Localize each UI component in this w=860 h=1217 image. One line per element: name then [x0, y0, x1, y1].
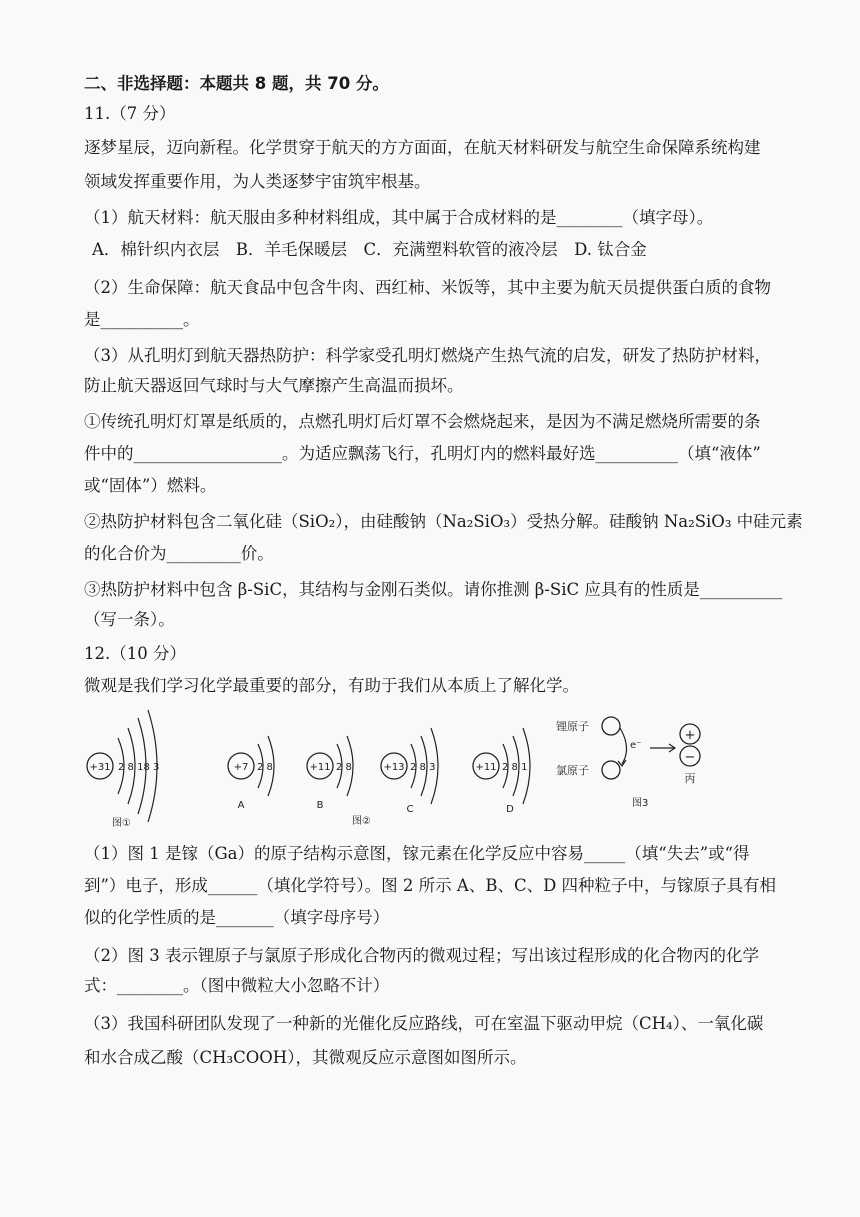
figure-1-gallium [87, 710, 159, 829]
text-line: A．棉针织内衣层 B．羊毛保暖层 C．充满塑料软管的液冷层 D. 钛合金 [92, 240, 647, 259]
text-line: 或“固体”）燃料。 [84, 476, 217, 495]
text-line: 二、非选择题：本题共 8 题，共 70 分。 [84, 74, 389, 93]
text-line: 11.（7 分） [84, 104, 176, 123]
atom-structure-figures [84, 700, 804, 830]
text-line: 件中的__________________。为适应飘荡飞行，孔明灯内的燃料最好选__________（填“液体” [84, 444, 761, 463]
text-line: ②热防护材料包含二氧化硅（SiO₂），由硅酸钠（Na₂SiO₃）受热分解。硅酸钠 Na₂SiO₃ 中硅元素 [84, 512, 803, 531]
particle-c-shells: 2 8 3 [410, 762, 436, 773]
text-line: ①传统孔明灯灯罩是纸质的，点燃孔明灯后灯罩不会燃烧起来，是因为不满足燃烧所需要的条 [84, 412, 761, 431]
figure-3-ionic-bond [556, 717, 700, 809]
chlorine-atom-label: 氯原子 [556, 764, 589, 777]
anion-sign: − [684, 750, 696, 765]
text-line: 是__________。 [84, 310, 200, 329]
particle-a-shells: 2 8 [257, 762, 273, 773]
particle-d-nucleus: +11 [475, 762, 497, 773]
particle-b-letter: B [316, 800, 324, 811]
text-line: （1）图 1 是镓（Ga）的原子结构示意图，镓元素在化学反应中容易_____（填“失去”或“得 [84, 844, 750, 863]
text-line: 似的化学性质的是_______（填字母序号） [84, 908, 390, 927]
particle-b-nucleus: +11 [309, 762, 331, 773]
ga-shells: 2 8 18 3 [118, 762, 160, 773]
text-line: 防止航天器返回气球时与大气摩擦产生高温而损坏。 [84, 376, 464, 395]
particle-d-letter: D [506, 804, 514, 815]
text-line: （1）航天材料：航天服由多种材料组成，其中属于合成材料的是________（填字母）。 [84, 208, 714, 227]
product-label: 丙 [684, 772, 696, 785]
figure-2-label: 图② [352, 816, 371, 827]
text-line: 领域发挥重要作用，为人类逐梦宇宙筑牢根基。 [84, 172, 431, 191]
text-line: ③热防护材料中包含 β-SiC，其结构与金刚石类似。请你推测 β-SiC 应具有的性质是__________ [84, 580, 783, 599]
electron-transfer-arrow [620, 728, 627, 764]
particle-d [473, 728, 530, 815]
particle-d-shells: 2 8 1 [502, 762, 528, 773]
particle-b [307, 736, 371, 827]
text-line: 逐梦星辰，迈向新程。化学贯穿于航天的方方面面，在航天材料研发与航空生命保障系统构建 [84, 138, 761, 157]
text-line: 到”）电子，形成______（填化学符号）。图 2 所示 A、B、C、D 四种粒子中，与镓原子具有相 [84, 876, 777, 895]
particle-a-letter: A [237, 800, 245, 811]
particle-b-shells: 2 8 [336, 762, 352, 773]
text-line: 微观是我们学习化学最重要的部分，有助于我们从本质上了解化学。 [84, 676, 579, 695]
text-line: 式：________。（图中微粒大小忽略不计） [84, 976, 390, 995]
figure-3-label: 图3 [632, 798, 649, 809]
text-line: （3）我国科研团队发现了一种新的光催化反应路线，可在室温下驱动甲烷（CH₄）、一氧化碳 [84, 1014, 764, 1033]
text-line: 的化合价为_________价。 [84, 544, 274, 563]
figure-1-label: 图① [112, 818, 131, 829]
text-line: （2）图 3 表示锂原子与氯原子形成化合物丙的微观过程；写出该过程形成的化合物丙的化学 [84, 946, 759, 965]
cation-sign: + [684, 728, 696, 743]
text-line: 和水合成乙酸（CH₃COOH），其微观反应示意图如图所示。 [84, 1048, 527, 1067]
particle-c-nucleus: +13 [383, 762, 405, 773]
particle-c-letter: C [406, 804, 414, 815]
text-line: （3）从孔明灯到航天器热防护：科学家受孔明灯燃烧产生热气流的启发，研发了热防护材料， [84, 346, 771, 365]
particle-c [381, 728, 438, 815]
text-line: 12.（10 分） [84, 644, 186, 663]
particle-a [228, 736, 274, 811]
lithium-atom-label: 锂原子 [556, 720, 589, 733]
electron-symbol: e⁻ [630, 740, 642, 751]
text-line: （写一条）。 [84, 610, 175, 629]
text-line: （2）生命保障：航天食品中包含牛肉、西红柿、米饭等，其中主要为航天员提供蛋白质的食物 [84, 278, 771, 297]
ga-nucleus: +31 [89, 762, 111, 773]
chlorine-atom [602, 761, 620, 779]
particle-a-nucleus: +7 [233, 762, 249, 773]
lithium-atom [602, 717, 620, 735]
